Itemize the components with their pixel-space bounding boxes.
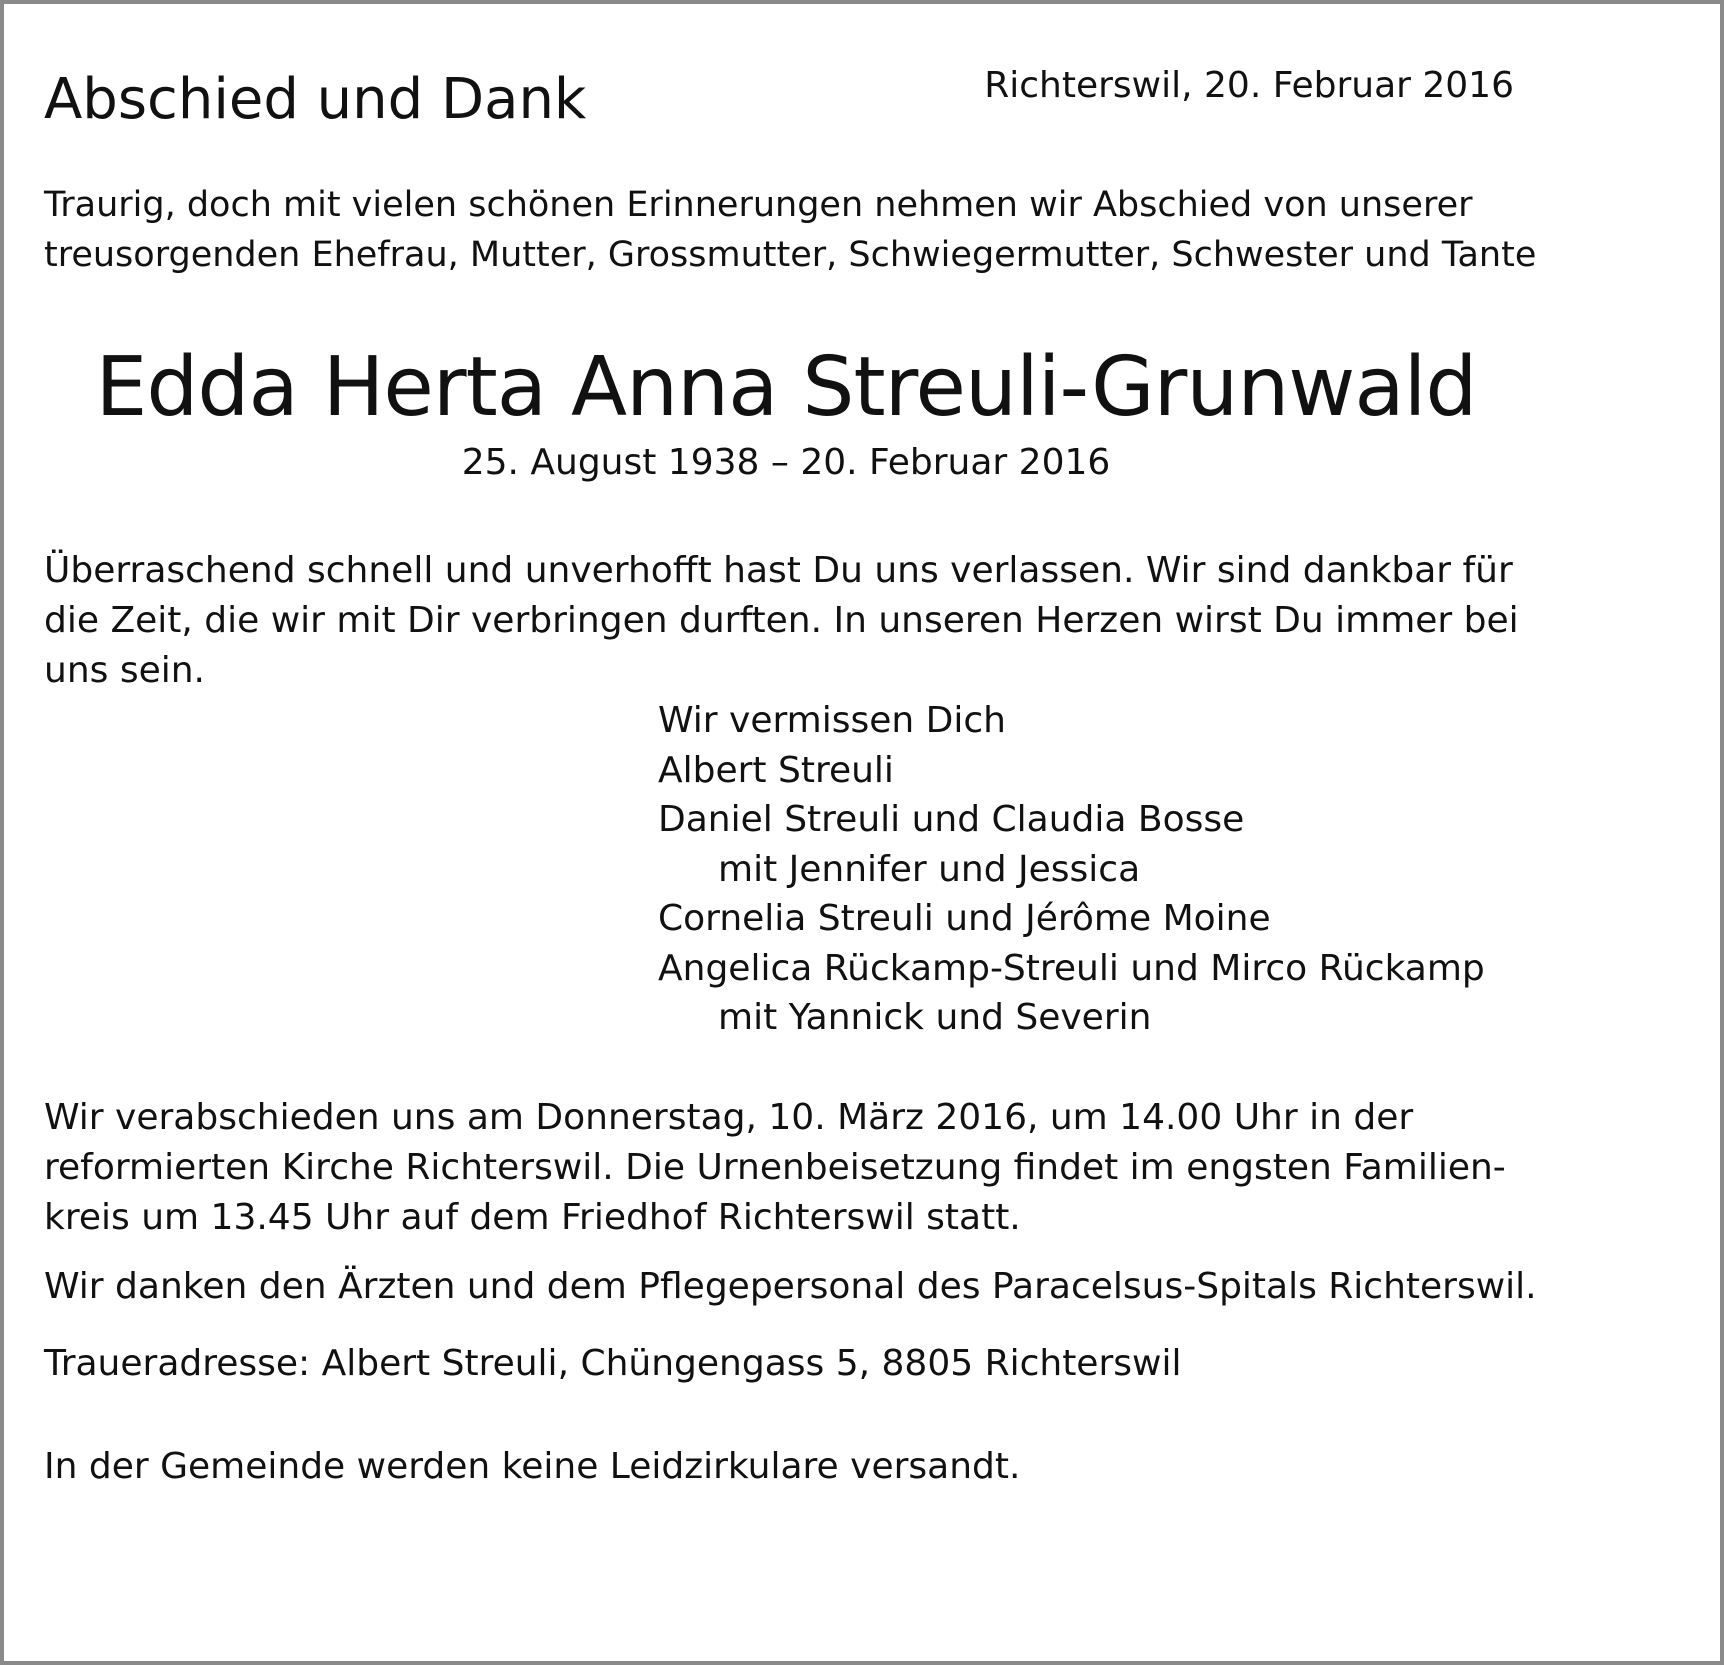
- thanks-paragraph: Wir danken den Ärzten und dem Pflegepersonal des Paracelsus-Spitals Richterswil.: [44, 1266, 1537, 1307]
- signoff-line: Angelica Rückamp-Streuli und Mirco Rückamp: [658, 947, 1485, 989]
- service-line: reformierten Kirche Richterswil. Die Urnenbeisetzung findet im engsten Familien-: [44, 1147, 1506, 1188]
- mourning-address: Traueradresse: Albert Streuli, Chüngengass 5, 8805 Richterswil: [44, 1343, 1182, 1384]
- signoff-line: mit Yannick und Severin: [718, 997, 1152, 1038]
- notice-title: Abschied und Dank: [44, 67, 587, 132]
- farewell-message: [44, 546, 1519, 696]
- deceased-name: Edda Herta Anna Streuli-Grunwald: [95, 340, 1477, 435]
- closing-note: In der Gemeinde werden keine Leidzirkulare versandt.: [44, 1446, 1021, 1487]
- service-details: [44, 1093, 1506, 1243]
- signoff-line: Daniel Streuli und Claudia Bosse: [658, 799, 1245, 840]
- message-line: uns sein.: [44, 650, 205, 691]
- family-signoff: [658, 696, 1485, 1043]
- life-dates: 25. August 1938 – 20. Februar 2016: [461, 442, 1111, 483]
- message-line: Überraschend schnell und unverhofft hast Du uns verlassen. Wir sind dankbar für: [44, 550, 1513, 591]
- signoff-line: mit Jennifer und Jessica: [718, 848, 1141, 890]
- intro-paragraph: [44, 180, 1536, 280]
- place-and-date: Richterswil, 20. Februar 2016: [984, 65, 1514, 106]
- signoff-line: Albert Streuli: [658, 749, 894, 791]
- intro-line: Traurig, doch mit vielen schönen Erinnerungen nehmen wir Abschied von unserer: [44, 185, 1473, 225]
- service-line: kreis um 13.45 Uhr auf dem Friedhof Richterswil statt.: [44, 1197, 1021, 1238]
- intro-line: treusorgenden Ehefrau, Mutter, Grossmutter, Schwiegermutter, Schwester und Tante: [44, 235, 1537, 275]
- service-line: Wir verabschieden uns am Donnerstag, 10. März 2016, um 14.00 Uhr in der: [44, 1097, 1414, 1138]
- message-line: die Zeit, die wir mit Dir verbringen durften. In unseren Herzen wirst Du immer bei: [44, 600, 1519, 641]
- signoff-line: Cornelia Streuli und Jérôme Moine: [658, 898, 1271, 939]
- signoff-line: Wir vermissen Dich: [658, 700, 1006, 741]
